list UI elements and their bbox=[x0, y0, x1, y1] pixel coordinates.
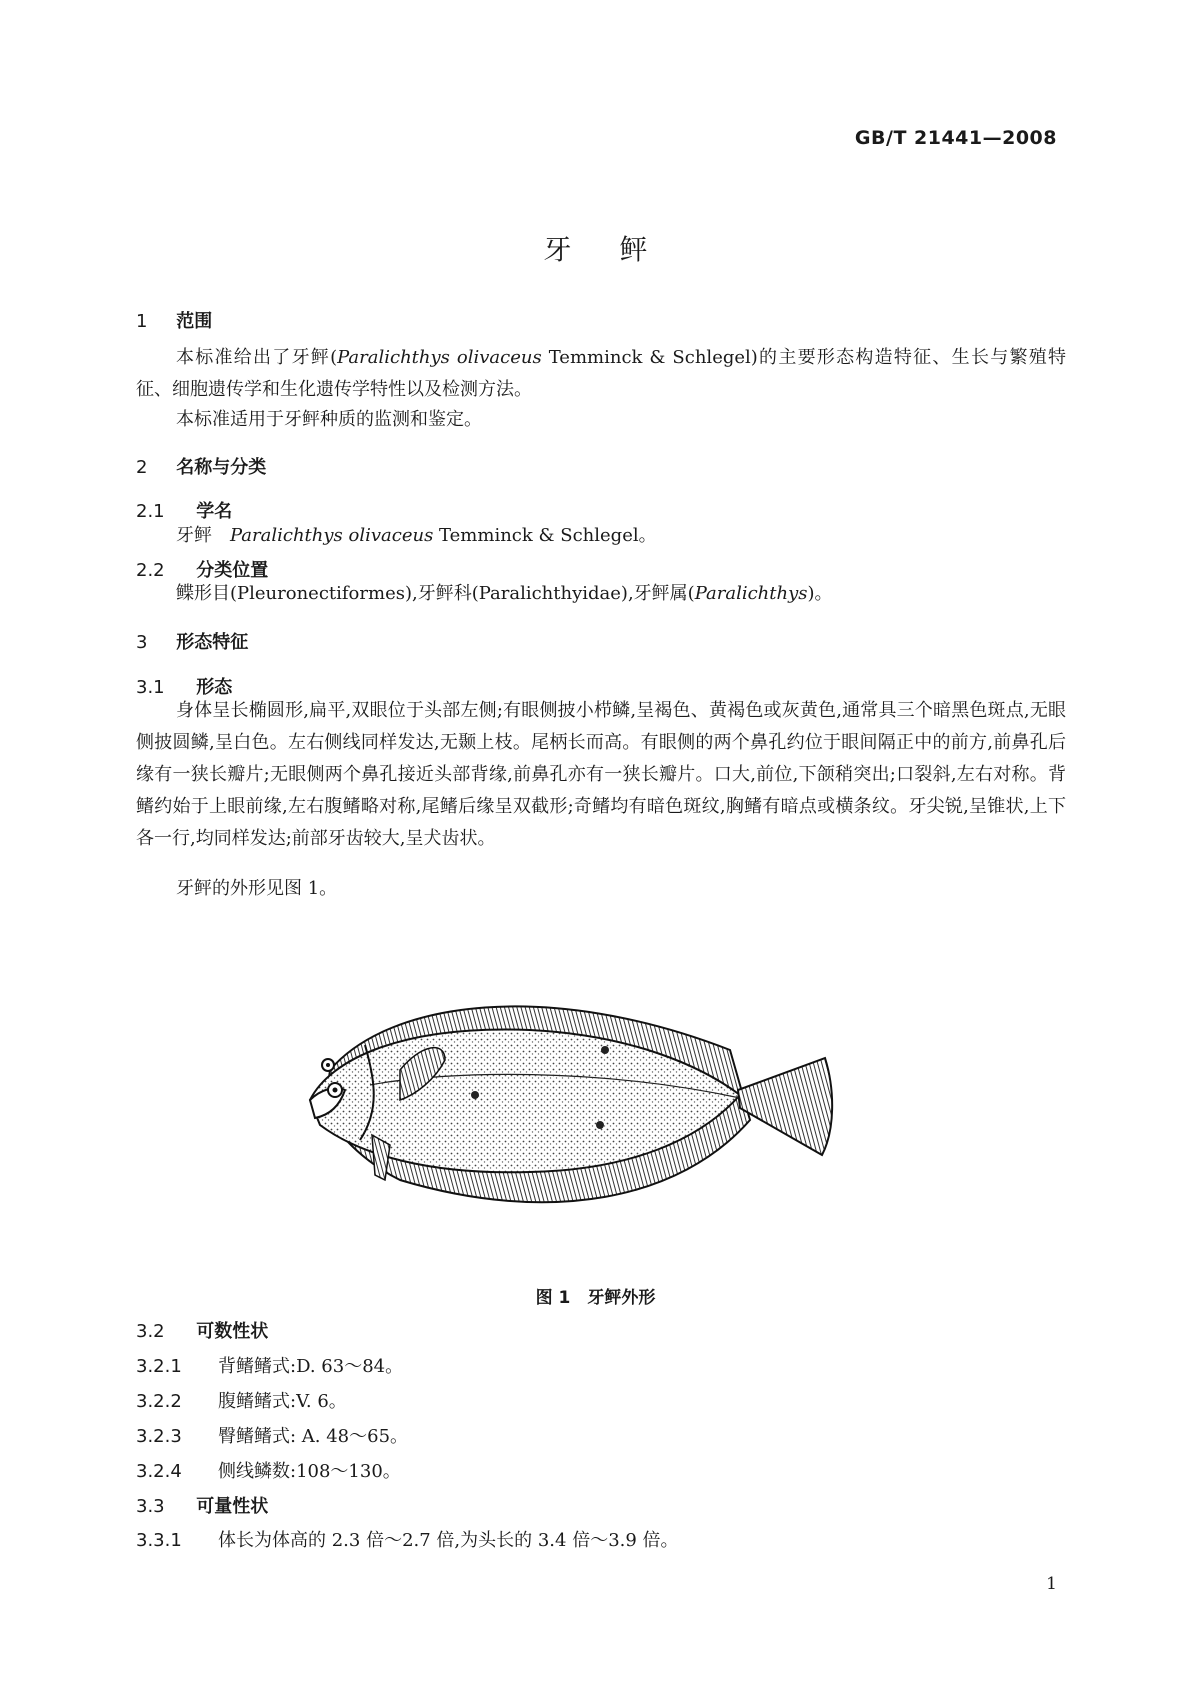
list-item: 3.2.1 背鳍鳍式:D. 63～84。 bbox=[136, 1356, 404, 1377]
list-item: 3.2.3 臀鳍鳍式: A. 48～65。 bbox=[136, 1426, 409, 1447]
section-1-paragraph-2: 本标准适用于牙鲆种质的监测和鉴定。 bbox=[176, 409, 482, 430]
document-title: 牙鲆 bbox=[543, 233, 696, 266]
scientific-name-text: 牙鲆 Paralichthys olivaceus Temminck & Schlegel。 bbox=[176, 525, 657, 546]
section-number: 1 bbox=[136, 311, 148, 332]
tail-fin bbox=[738, 1058, 832, 1155]
list-item: 3.2.2 腹鳍鳍式:V. 6。 bbox=[136, 1391, 347, 1412]
section-2-1-heading: 2.1 学名 bbox=[136, 501, 233, 522]
page-number: 1 bbox=[1046, 1574, 1057, 1594]
figure-caption: 图 1 牙鲆外形 bbox=[535, 1288, 656, 1308]
list-item: 3.3.1 体长为体高的 2.3 倍～2.7 倍,为头长的 3.4 倍～3.9 倍。 bbox=[136, 1530, 679, 1551]
section-2-heading: 2 名称与分类 bbox=[136, 457, 267, 478]
section-1-paragraph-1: 本标准给出了牙鲆(Paralichthys olivaceus Temminck & Schlegel)的主要形态构造特征、生长与繁殖特征、细胞遗传学和生化遗传学特性以及检测方法。 bbox=[136, 347, 1066, 400]
standard-number: GB/T 21441—2008 bbox=[854, 127, 1057, 149]
section-3-2-heading: 3.2 可数性状 bbox=[136, 1321, 269, 1342]
list-item: 3.2.4 侧线鳞数:108～130。 bbox=[136, 1461, 401, 1482]
section-3-1-heading: 3.1 形态 bbox=[136, 677, 233, 698]
section-2-2-heading: 2.2 分类位置 bbox=[136, 560, 269, 581]
morphology-paragraph: 身体呈长椭圆形,扁平,双眼位于头部左侧;有眼侧披小栉鳞,呈褐色、黄褐色或灰黄色,通常具三个暗黑色斑点,无眼侧披圆鳞,呈白色。左右侧线同样发达,无颞上枝。尾柄长而高。有眼侧的两个鼻孔约位于眼间隔正中的前方,前鼻孔后缘有一狭长瓣片;无眼侧两个鼻孔接近头部背缘,前鼻孔亦有一狭长瓣片。口大,前位,下颌稍突出;口裂斜,左右对称。背鳍约始于上眼前缘,左右腹鳍略对称,尾鳍后缘呈双截形;奇鳍均有暗色斑纹,胸鳍有暗点或横条纹。牙尖锐,呈锥状,上下各一行,均同样发达;前部牙齿较大,呈犬齿状。 bbox=[136, 700, 1066, 849]
section-3-heading: 3 形态特征 bbox=[136, 632, 249, 653]
section-1-heading bbox=[136, 307, 212, 333]
section-3-3-heading: 3.3 可量性状 bbox=[136, 1496, 269, 1517]
figure-reference-text: 牙鲆的外形见图 1。 bbox=[176, 878, 338, 899]
flounder-illustration bbox=[300, 990, 860, 1260]
section-title: 范围 bbox=[176, 311, 213, 332]
taxonomy-text: 鲽形目(Pleuronectiformes),牙鲆科(Paralichthyidae),牙鲆属(Paralichthys)。 bbox=[176, 583, 833, 604]
